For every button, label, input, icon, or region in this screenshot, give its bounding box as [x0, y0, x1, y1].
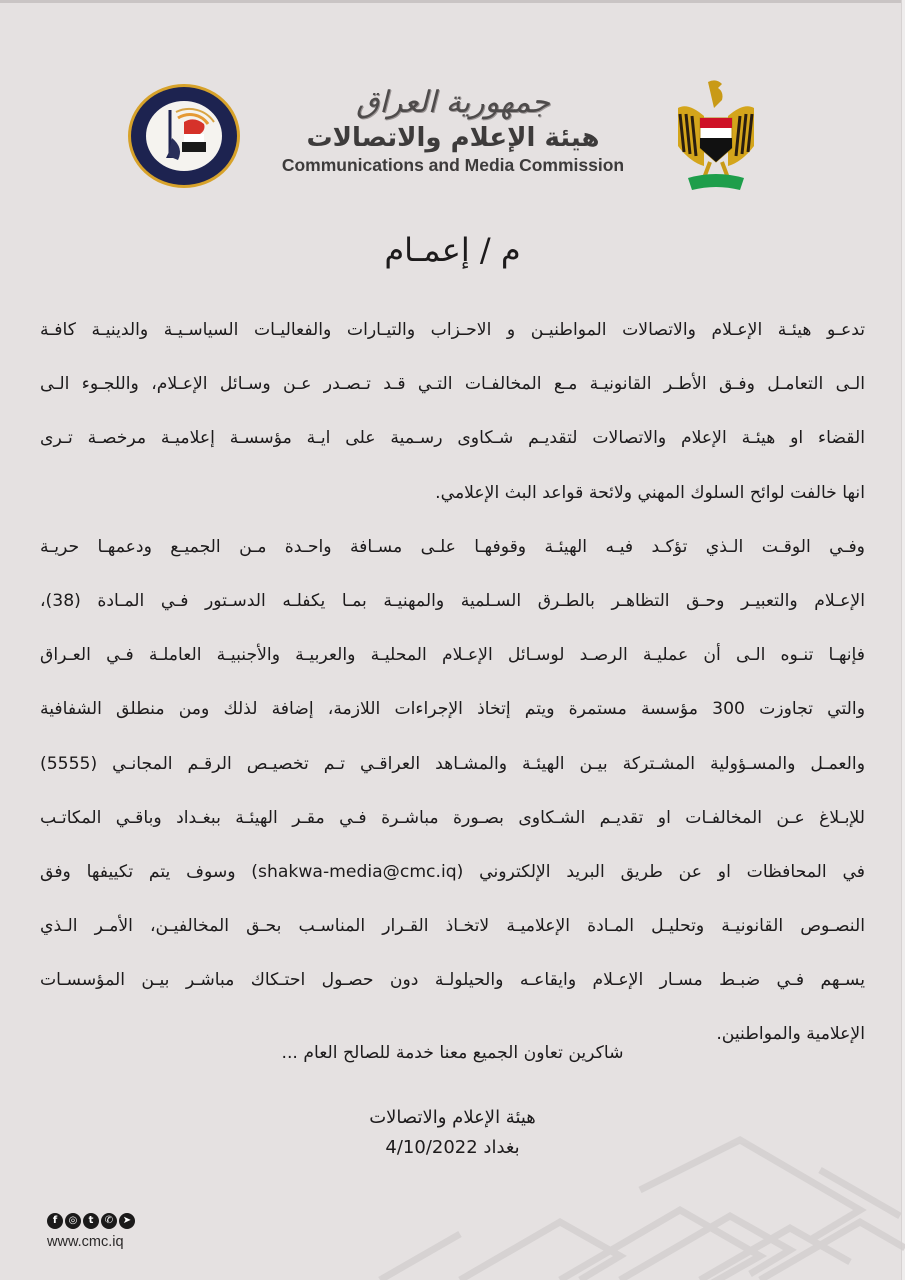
body-line: يسـهم فـي ضبـط مسـار الإعـلام وايقاعـه والحيلولـة دون حصـول احتـكاك مباشـر بيـن المؤسسـات: [40, 970, 865, 991]
closing-remark: شاكرين تعاون الجميع معنا خدمة للصالح العام ...: [281, 1043, 624, 1063]
social-media-links: [47, 1213, 135, 1229]
header-title-block: [258, 84, 648, 176]
document-title: م / إعمـام: [384, 231, 521, 269]
signature-place-date: بغداد 4/10/2022: [385, 1137, 520, 1158]
twitter-icon[interactable]: t: [83, 1213, 99, 1229]
body-line: فإنهـا تنـوه الـى أن عمليـة الرصـد لوسـائل الإعـلام المحليـة والعربيـة والأجنبيـة العاملـة فـي العـراق: [40, 645, 865, 666]
body-line: القضاء او هيئـة الإعلام والاتصالات لتقديـم شـكاوى رسـمية على ايـة مؤسسـة إعلاميـة مرخصـة تـرى: [40, 428, 865, 449]
body-line: النصـوص القانونيـة وتحليـل المـادة الإعلاميـة لاتخـاذ القـرار المناسـب بحـق المخالفيـن، الأمـر الـذي: [40, 916, 865, 937]
facebook-icon[interactable]: f: [47, 1213, 63, 1229]
signature-block: [0, 1103, 905, 1163]
body-line: تدعـو هيئـة الإعـلام والاتصالات المواطنيـن و الاحـزاب والتيـارات والفعاليـات السياسـيـة والدينيـة كافـة: [40, 320, 865, 340]
body-line: والعمـل والمسـؤولية المشـتركة بيـن الهيئـة والمشـاهد العراقـي تـم تخصيـص الرقـم المجانـي (5555): [40, 753, 865, 774]
commission-name-english: Communications and Media Commission: [281, 155, 625, 175]
whatsapp-icon[interactable]: ✆: [101, 1213, 117, 1229]
document-body: [40, 305, 865, 1064]
body-line: وفـي الوقـت الـذي تؤكـد فيـه الهيئـة وقوفهـا علـى مسـافة واحـدة مـن الجميـع ودعمهـا حريـة: [40, 536, 865, 557]
body-line-email: في المحافظات او عن طريق البريد الإلكتروني (shakwa-media@cmc.iq) وسوف يتم تكييفها وفق: [40, 861, 865, 882]
body-line: الإعلامية والمواطنين.: [716, 1024, 865, 1045]
commission-name-arabic: هيئة الإعلام والاتصالات: [306, 123, 600, 153]
body-line: الـى التعامـل وفـق الأطـر القانونيـة مـع المخالفـات التـي قـد تـصـدر عـن وسـائل الإعـلام، واللجـوء الـى: [40, 374, 865, 395]
body-line: والتي تجاوزت 300 مؤسسة مستمرة ويتم إتخاذ الإجراءات اللازمة، إضافة لذلك ومن منطلق الشفافية: [40, 699, 865, 720]
body-line: انها خالفت لوائح السلوك المهني ولائحة قواعد البث الإعلامي.: [435, 482, 865, 503]
page-top-edge: [0, 0, 905, 3]
body-line: للإبـلاغ عـن المخالفـات او تقديـم الشـكاوى بصـورة مباشـرة فـي مقـر الهيئـة ببغـداد وباقـي المكاتـب: [40, 807, 865, 828]
instagram-icon[interactable]: ◎: [65, 1213, 81, 1229]
telegram-icon[interactable]: ➤: [119, 1213, 135, 1229]
page-right-edge: [901, 0, 905, 1280]
signature-organization: هيئة الإعلام والاتصالات: [369, 1107, 536, 1128]
iraq-eagle-emblem-icon: [672, 78, 760, 196]
republic-of-iraq-calligraphy: جمهورية العراق: [356, 85, 550, 120]
body-line: الإعـلام والتعبيـر وحـق التظاهـر بالطـرق السـلمية والمهنيـة بمـا يكفلـه الدسـتور فـي المـادة (38)،: [40, 590, 865, 611]
cmc-seal-icon: [126, 82, 242, 190]
website-link[interactable]: www.cmc.iq: [47, 1234, 124, 1250]
